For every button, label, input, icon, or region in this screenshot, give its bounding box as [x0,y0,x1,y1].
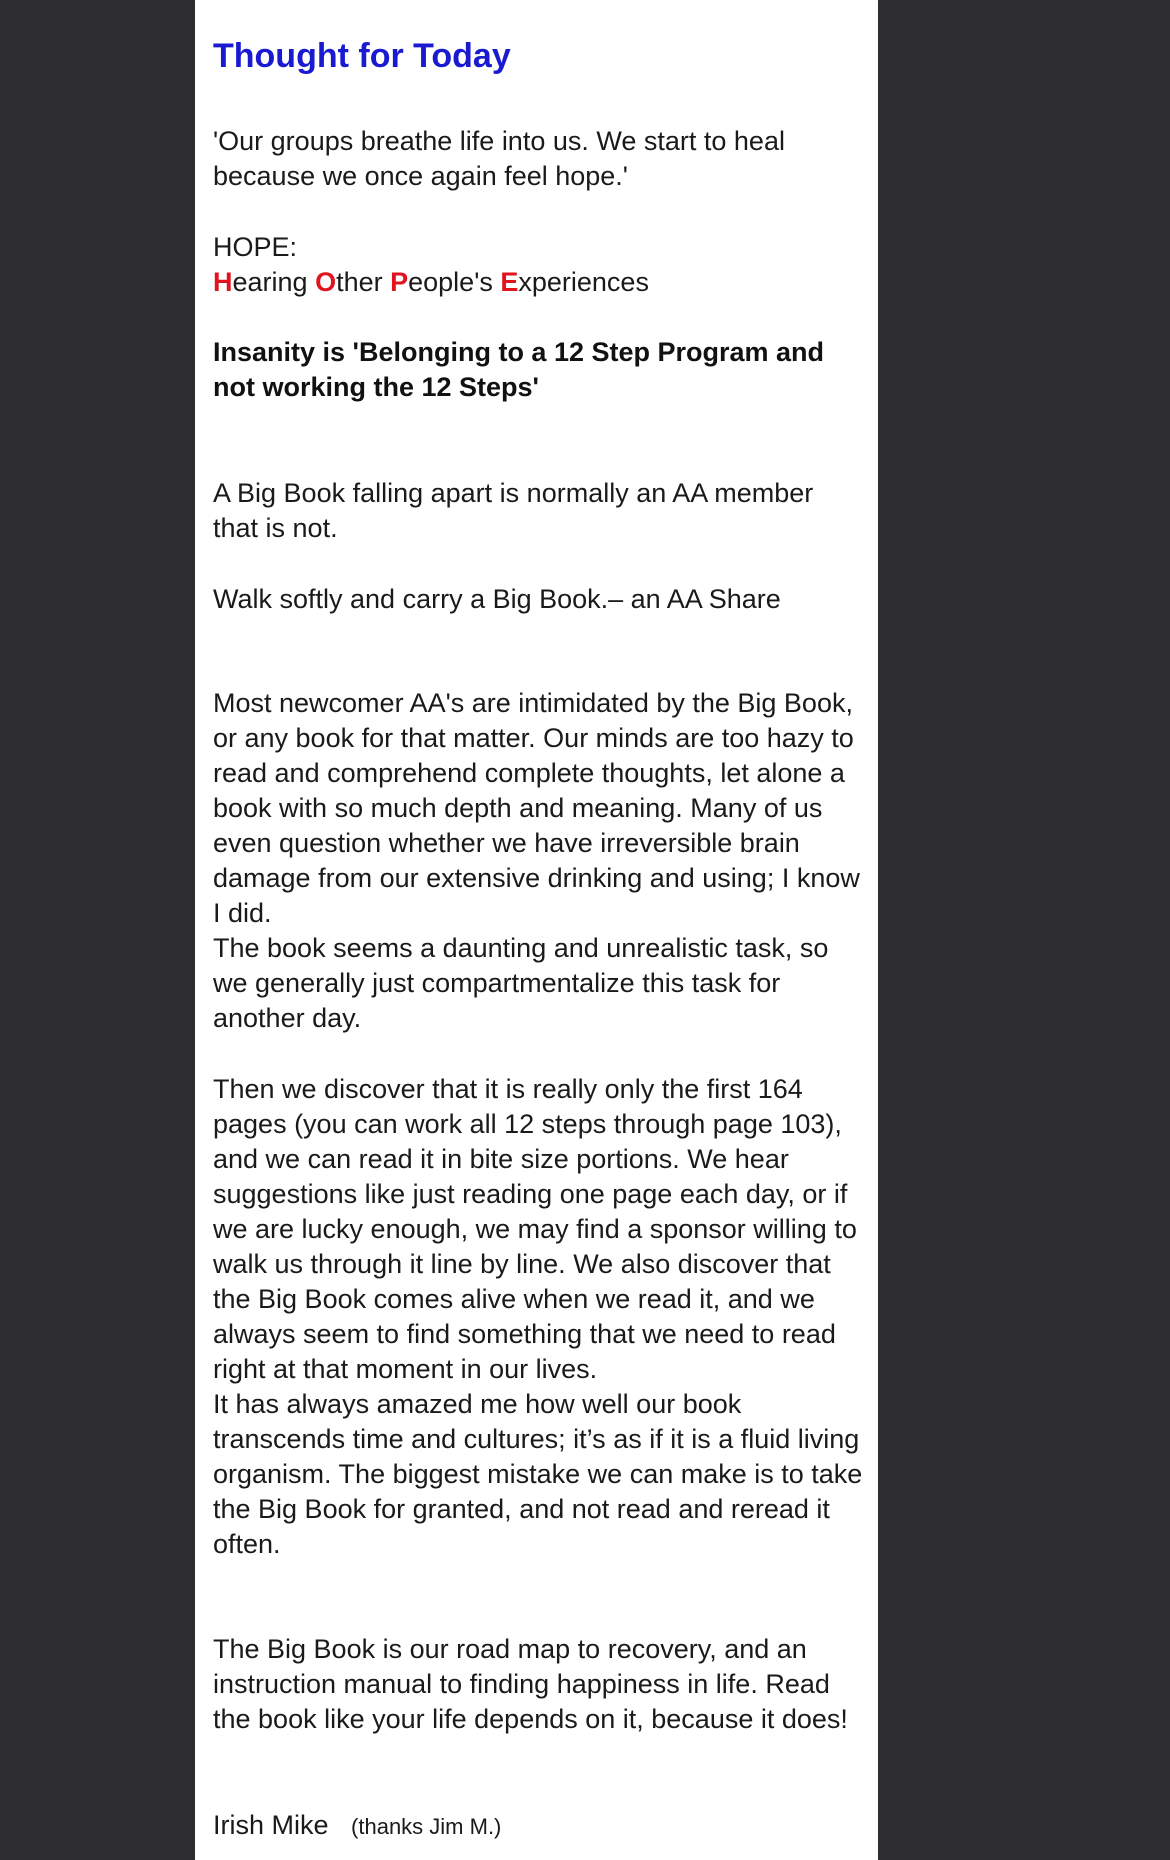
paragraph-newcomers: Most newcomer AA's are intimidated by the Big Book, or any book for that matter. Our minds are too hazy to read and comprehend complete thoughts, let alone a book with so much depth and meaning. Many of us even question whether we have irreversible brain damage from our extensive drinking and using; I know I did. [213,688,860,928]
hope-acronym [213,230,868,300]
paragraph-amazed: It has always amazed me how well our book transcends time and cultures; it’s as if it is a fluid living organism. The biggest mistake we can make is to take the Big Book for granted, and not read and reread it often. [213,1389,863,1559]
big-book-line-1: A Big Book falling apart is normally an AA member [213,478,814,508]
insanity-statement [213,335,868,405]
quote-line-1: 'Our groups breathe life into us. We start to heal [213,126,785,156]
document-page [195,0,878,1860]
hope-label: HOPE: [213,232,298,262]
hope-initial-p: P [390,267,409,297]
signature-thanks: (thanks Jim M.) [351,1814,502,1839]
big-book-falling-apart [213,476,868,546]
discovery-paragraphs [213,1072,868,1562]
hope-initial-h: H [213,267,233,297]
paragraph-road-map: The Big Book is our road map to recovery, and an instruction manual to finding happiness in life. Read the book like your life depends on it, because it does! [213,1634,848,1734]
signature [213,1808,868,1844]
paragraph-daunting-task: The book seems a daunting and unrealistic task, so we generally just compartmentalize this task for another day. [213,933,829,1033]
quote-line-2: because we once again feel hope.' [213,161,628,191]
walk-softly-line: Walk softly and carry a Big Book.– an AA Share [213,584,781,614]
hope-word-peoples: eople's [408,267,501,297]
insanity-line-1: Insanity is 'Belonging to a 12 Step Program and [213,337,825,367]
big-book-line-2: that is not. [213,513,338,543]
paragraph-discovery: Then we discover that it is really only the first 164 pages (you can work all 12 steps through page 103), and we can read it in bite size portions. We hear suggestions like just reading one page each day, or if we are lucky enough, we may find a sponsor willing to walk us through it line by line. We also discover that the Big Book comes alive when we read it, and we always seem to find something that we need to read right at that moment in our lives. [213,1074,857,1384]
hope-initial-e: E [500,267,519,297]
hope-initial-o: O [315,267,337,297]
hope-word-other: ther [336,267,391,297]
insanity-line-2: not working the 12 Steps' [213,372,539,402]
hope-word-hearing: earing [232,267,316,297]
newcomer-paragraphs [213,686,868,1036]
quote [213,124,868,194]
hope-word-experiences: xperiences [518,267,649,297]
page-title: Thought for Today [213,37,511,75]
signature-name: Irish Mike [213,1810,329,1840]
